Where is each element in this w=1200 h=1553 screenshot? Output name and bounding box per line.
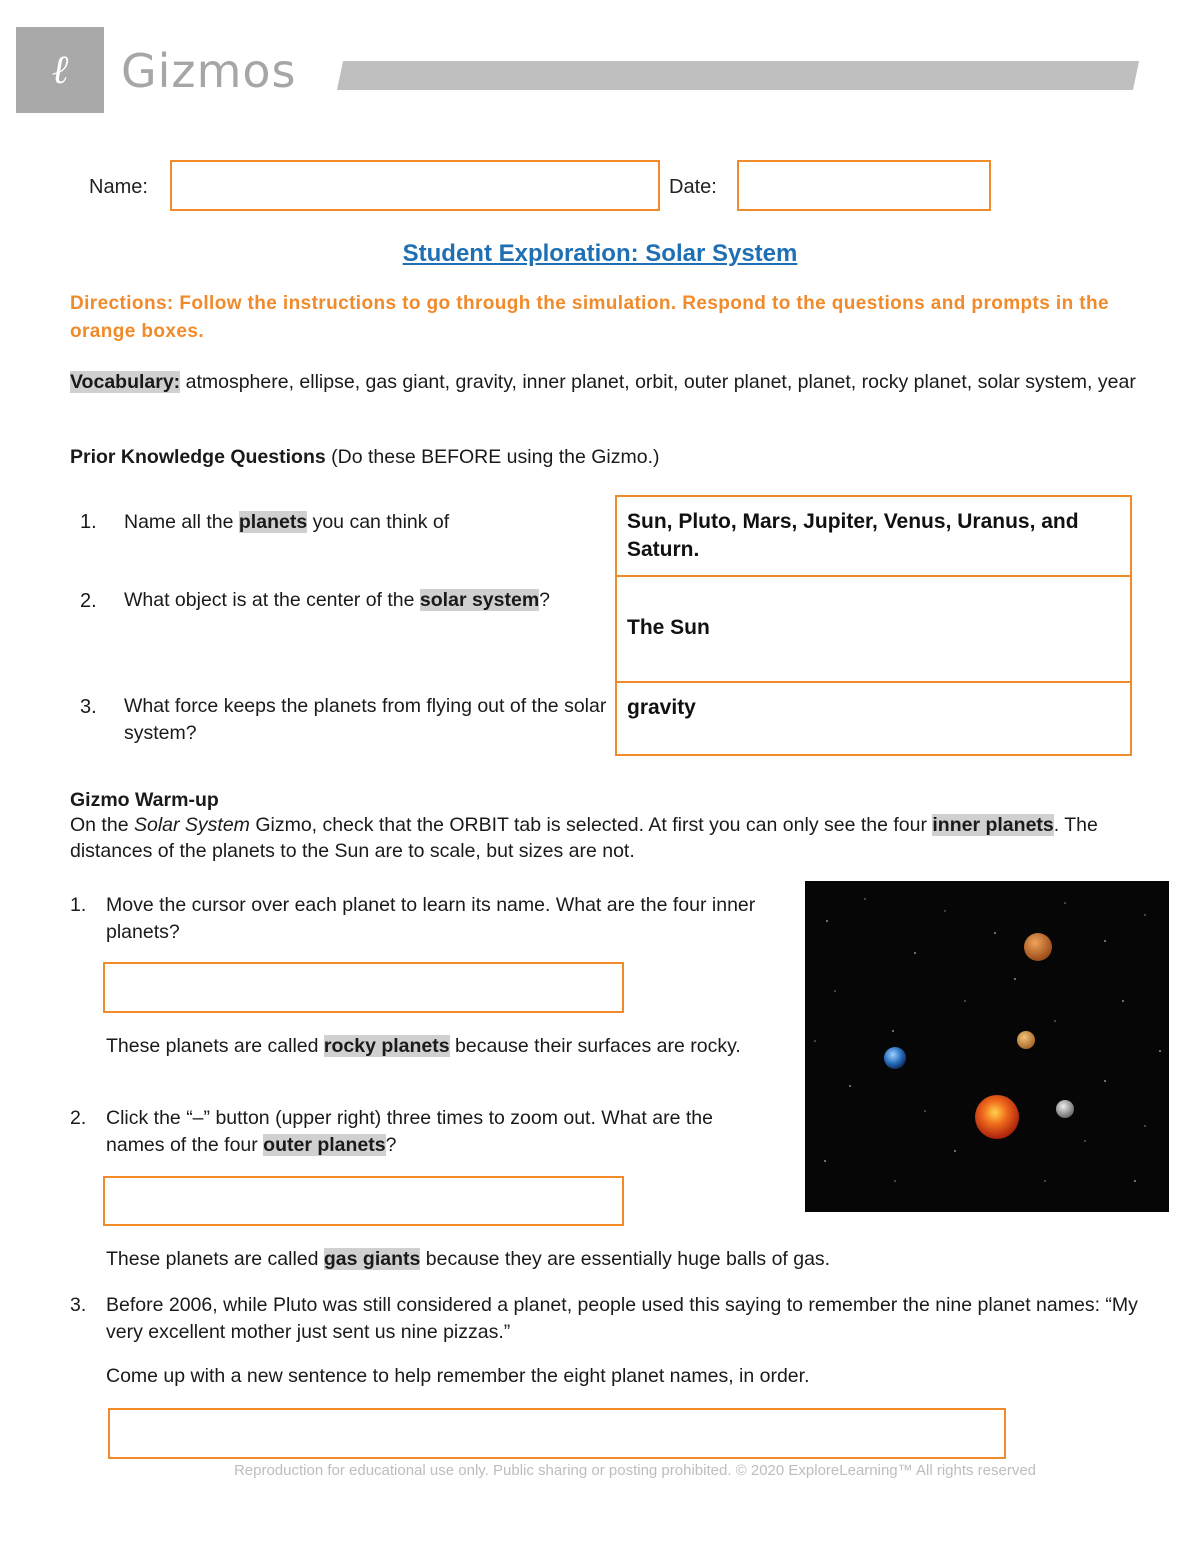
mars-planet[interactable] — [1024, 933, 1052, 961]
warmup-q2-pre: Click the “–” button (upper right) three times to zoom out. What are the names of the four — [106, 1107, 713, 1156]
prior-q1-answer[interactable]: Sun, Pluto, Mars, Jupiter, Venus, Uranus, and Saturn. — [627, 510, 1079, 561]
warmup-q2-number: 2. — [70, 1107, 87, 1129]
earth-planet[interactable] — [884, 1047, 906, 1069]
prior-q1-pre: Name all the — [124, 511, 239, 533]
warmup-q3-number: 3. — [70, 1294, 87, 1316]
explorelearning-logo: ℓ — [16, 27, 104, 113]
warmup-q1-followup — [106, 1033, 766, 1060]
warmup-q2-follow-term: gas giants — [323, 1248, 421, 1270]
mercury-planet[interactable] — [1056, 1100, 1074, 1118]
prior-q3-answer[interactable]: gravity — [627, 696, 696, 719]
name-field[interactable] — [170, 160, 660, 211]
prior-q1-post: you can think of — [307, 511, 450, 533]
solar-system-svg — [805, 881, 1169, 1212]
prior-q2-text — [124, 587, 604, 614]
warmup-intro-post: . The distances of the planets to the Sun are to scale, but sizes are not. — [70, 814, 1098, 862]
warmup-q1-text: Move the cursor over each planet to learn its name. What are the four inner planets? — [106, 894, 756, 943]
solar-system-image — [805, 881, 1169, 1212]
warmup-intro-italic: Solar System — [133, 814, 250, 836]
venus-planet[interactable] — [1017, 1031, 1035, 1049]
warmup-q2-text — [106, 1105, 766, 1159]
warmup-q2-answer-box[interactable] — [103, 1176, 624, 1226]
directions: Directions: Follow the instructions to go through the simulation. Respond to the questions and prompts in the orange boxes. — [70, 293, 1109, 342]
prior-knowledge-heading — [70, 444, 1140, 471]
vocabulary-label: Vocabulary: — [70, 371, 181, 393]
prior-q2-answer[interactable]: The Sun — [627, 616, 710, 639]
prior-q2-term: solar system — [419, 589, 540, 611]
prior-q1-term: planets — [238, 511, 308, 533]
prior-answer-divider-1 — [615, 575, 1132, 577]
sun[interactable] — [975, 1095, 1019, 1139]
warmup-q1-follow-post: because their surfaces are rocky. — [449, 1035, 741, 1057]
warmup-q2-term: outer planets — [263, 1134, 386, 1156]
prior-heading-note: (Do these BEFORE using the Gizmo.) — [325, 446, 660, 468]
warmup-q2-followup — [106, 1246, 1106, 1273]
warmup-intro-term: inner planets — [932, 814, 1054, 836]
name-label: Name: — [89, 176, 148, 198]
warmup-q1-follow-term: rocky planets — [323, 1035, 450, 1057]
stars — [814, 898, 1161, 1182]
vocabulary-text: atmosphere, ellipse, gas giant, gravity, inner planet, orbit, outer planet, planet, rocky planet, solar system, year — [180, 371, 1136, 393]
date-label: Date: — [669, 176, 717, 198]
footer-copyright: Reproduction for educational use only. Public sharing or posting prohibited. © 2020 ExploreLearning™ All rights reserved — [233, 1462, 1037, 1479]
warmup-q2-follow-pre: These planets are called — [106, 1248, 324, 1270]
prior-q2-post: ? — [539, 589, 551, 611]
prior-q1-text — [124, 509, 604, 536]
warmup-intro-mid: Gizmo, check that the ORBIT tab is selected. At first you can only see the four — [249, 814, 933, 836]
warmup-intro-pre: On the — [70, 814, 134, 836]
warmup-intro — [70, 812, 1140, 864]
vocabulary — [70, 369, 1140, 396]
date-field[interactable] — [737, 160, 991, 211]
prior-q3-number: 3. — [80, 696, 97, 718]
warmup-q2-follow-post: because they are essentially huge balls of gas. — [420, 1248, 831, 1270]
warmup-q2-post: ? — [385, 1134, 397, 1156]
prior-q1-number: 1. — [80, 511, 97, 533]
warmup-q3-prompt: Come up with a new sentence to help remember the eight planet names, in order. — [106, 1365, 810, 1387]
prior-heading-text: Prior Knowledge Questions — [70, 446, 326, 468]
warmup-q1-follow-pre: These planets are called — [106, 1035, 324, 1057]
warmup-q1-number: 1. — [70, 894, 87, 916]
prior-q3-text: What force keeps the planets from flying out of the solar system? — [124, 695, 607, 744]
warmup-q3-text: Before 2006, while Pluto was still considered a planet, people used this saying to remember the nine planet names: “My very excellent mother just sent us nine pizzas.” — [106, 1294, 1138, 1343]
prior-q2-number: 2. — [80, 590, 97, 612]
warmup-heading: Gizmo Warm-up — [70, 789, 219, 811]
page-title: Student Exploration: Solar System — [402, 240, 798, 267]
warmup-q1-answer-box[interactable] — [103, 962, 624, 1013]
gizmos-brand: Gizmos — [121, 44, 297, 98]
warmup-q3-answer-box[interactable] — [108, 1408, 1006, 1459]
prior-answer-divider-2 — [615, 681, 1132, 683]
prior-q2-pre: What object is at the center of the — [124, 589, 420, 611]
header-bar — [337, 61, 1139, 90]
